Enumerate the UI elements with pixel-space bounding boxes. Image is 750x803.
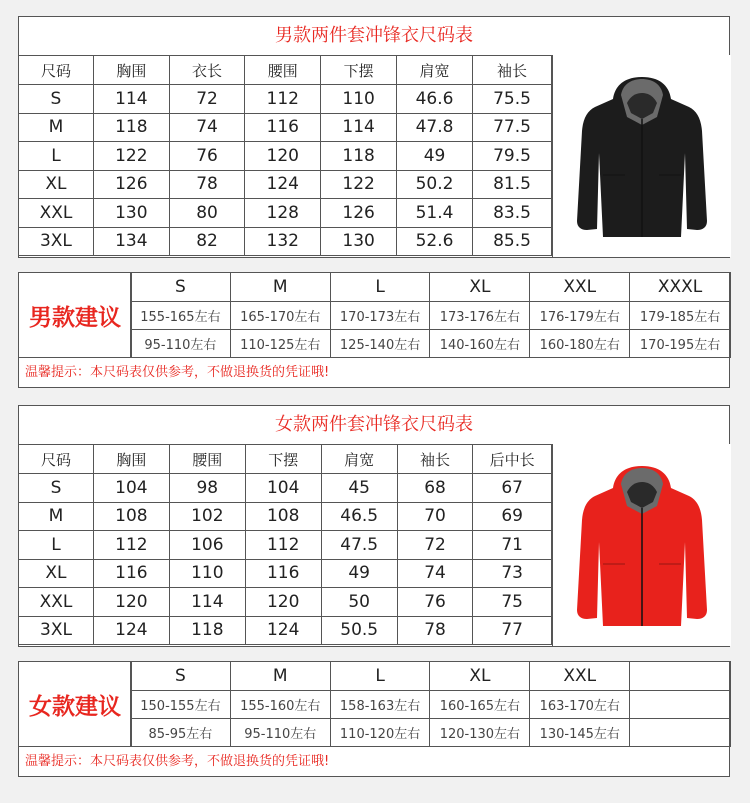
table-cell: 75: [473, 588, 552, 617]
table-cell: 77.5: [473, 113, 552, 142]
table-cell: 104: [245, 474, 321, 503]
advice-size-cell: L: [330, 273, 430, 302]
table-cell: XXL: [19, 588, 94, 617]
table-row: [19, 199, 552, 228]
table-cell: 102: [169, 502, 245, 531]
advice-range-cell: 150-155左右: [131, 691, 231, 719]
men-size-chart: [18, 16, 730, 258]
table-cell: XXL: [19, 199, 94, 228]
table-cell: 130: [93, 199, 169, 228]
table-cell: XL: [19, 559, 94, 588]
header-cell: 腰围: [169, 445, 245, 474]
table-cell: L: [19, 531, 94, 560]
table-cell: 118: [169, 616, 245, 645]
table-cell: 112: [245, 85, 321, 114]
advice-range-cell: 160-165左右: [430, 691, 530, 719]
advice-range-row: [131, 330, 731, 358]
table-cell: 112: [93, 531, 169, 560]
table-row: [19, 502, 552, 531]
table-header-row: [19, 445, 552, 474]
women-advice-tip: 温馨提示：本尺码表仅供参考，不做退换货的凭证哦!: [19, 746, 729, 776]
table-cell: 50.5: [321, 616, 397, 645]
table-cell: 106: [169, 531, 245, 560]
table-cell: 126: [321, 199, 397, 228]
men-chart-title: 男款两件套冲锋衣尺码表: [19, 17, 729, 56]
women-advice-label: 女款建议: [19, 662, 132, 746]
header-cell: 腰围: [245, 56, 321, 85]
women-size-chart: [18, 405, 730, 647]
advice-range-cell: 120-130左右: [430, 719, 530, 747]
women-advice-table: [130, 661, 731, 747]
table-row: [19, 531, 552, 560]
advice-range-row: [131, 691, 731, 719]
table-cell: 69: [473, 502, 552, 531]
women-chart-title: 女款两件套冲锋衣尺码表: [19, 406, 729, 445]
table-row: [19, 227, 552, 256]
table-cell: 110: [321, 85, 397, 114]
table-cell: 46.6: [397, 85, 473, 114]
table-cell: 47.5: [321, 531, 397, 560]
table-cell: 85.5: [473, 227, 552, 256]
table-row: [19, 474, 552, 503]
advice-size-row: [131, 273, 731, 302]
table-row: [19, 170, 552, 199]
table-cell: 104: [93, 474, 169, 503]
header-cell: 胸围: [93, 56, 169, 85]
advice-size-cell: S: [131, 273, 231, 302]
table-row: [19, 616, 552, 645]
table-cell: 50: [321, 588, 397, 617]
table-cell: 82: [169, 227, 245, 256]
table-cell: 49: [321, 559, 397, 588]
advice-range-cell: 110-120左右: [330, 719, 430, 747]
advice-size-cell: [630, 662, 731, 691]
table-cell: M: [19, 502, 94, 531]
table-cell: 122: [321, 170, 397, 199]
table-cell: 118: [321, 142, 397, 171]
header-cell: 后中长: [473, 445, 552, 474]
table-cell: 77: [473, 616, 552, 645]
advice-range-cell: [630, 719, 731, 747]
table-cell: 76: [397, 588, 473, 617]
men-size-table: [18, 55, 552, 256]
header-cell: 袖长: [397, 445, 473, 474]
table-cell: 70: [397, 502, 473, 531]
table-cell: S: [19, 474, 94, 503]
table-cell: 114: [93, 85, 169, 114]
table-cell: 124: [245, 616, 321, 645]
table-cell: 71: [473, 531, 552, 560]
table-row: [19, 85, 552, 114]
advice-range-cell: 163-170左右: [530, 691, 630, 719]
advice-range-cell: 170-173左右: [330, 302, 430, 330]
table-cell: 75.5: [473, 85, 552, 114]
advice-range-cell: 95-110左右: [131, 330, 231, 358]
advice-range-row: [131, 302, 731, 330]
women-advice-panel: [18, 661, 730, 777]
men-advice-label: 男款建议: [19, 273, 132, 357]
table-cell: 108: [93, 502, 169, 531]
table-cell: 73: [473, 559, 552, 588]
advice-range-cell: 165-170左右: [230, 302, 330, 330]
table-cell: 46.5: [321, 502, 397, 531]
table-cell: 68: [397, 474, 473, 503]
table-cell: 78: [397, 616, 473, 645]
table-cell: 120: [245, 588, 321, 617]
table-cell: 120: [245, 142, 321, 171]
header-cell: 尺码: [19, 445, 94, 474]
table-cell: 114: [169, 588, 245, 617]
table-cell: 134: [93, 227, 169, 256]
advice-range-cell: [630, 691, 731, 719]
table-cell: 116: [245, 113, 321, 142]
table-cell: 83.5: [473, 199, 552, 228]
header-cell: 下摆: [245, 445, 321, 474]
table-cell: 126: [93, 170, 169, 199]
advice-size-row: [131, 662, 731, 691]
table-cell: 3XL: [19, 227, 94, 256]
advice-size-cell: S: [131, 662, 231, 691]
table-cell: 76: [169, 142, 245, 171]
header-cell: 袖长: [473, 56, 552, 85]
advice-range-cell: 179-185左右: [630, 302, 731, 330]
advice-range-cell: 95-110左右: [230, 719, 330, 747]
table-cell: 118: [93, 113, 169, 142]
advice-size-cell: XXL: [530, 273, 630, 302]
advice-range-cell: 130-145左右: [530, 719, 630, 747]
table-cell: 45: [321, 474, 397, 503]
header-cell: 下摆: [321, 56, 397, 85]
table-cell: 124: [245, 170, 321, 199]
men-advice-tip: 温馨提示：本尺码表仅供参考，不做退换货的凭证哦!: [19, 357, 729, 387]
table-cell: 78: [169, 170, 245, 199]
women-jacket-image: [553, 444, 731, 646]
table-cell: M: [19, 113, 94, 142]
advice-range-cell: 160-180左右: [530, 330, 630, 358]
advice-size-cell: L: [330, 662, 430, 691]
table-cell: 80: [169, 199, 245, 228]
table-header-row: [19, 56, 552, 85]
table-cell: 122: [93, 142, 169, 171]
advice-size-cell: M: [230, 662, 330, 691]
table-cell: 132: [245, 227, 321, 256]
men-advice-panel: [18, 272, 730, 388]
advice-range-row: [131, 719, 731, 747]
table-cell: 98: [169, 474, 245, 503]
men-advice-table: [130, 272, 731, 358]
advice-range-cell: 176-179左右: [530, 302, 630, 330]
advice-range-cell: 110-125左右: [230, 330, 330, 358]
table-cell: 74: [397, 559, 473, 588]
men-jacket-photo: [552, 55, 731, 257]
table-row: [19, 113, 552, 142]
header-cell: 肩宽: [397, 56, 473, 85]
table-cell: 130: [321, 227, 397, 256]
table-cell: S: [19, 85, 94, 114]
advice-size-cell: M: [230, 273, 330, 302]
advice-range-cell: 125-140左右: [330, 330, 430, 358]
table-cell: 51.4: [397, 199, 473, 228]
table-cell: 110: [169, 559, 245, 588]
table-cell: 74: [169, 113, 245, 142]
table-cell: 50.2: [397, 170, 473, 199]
table-cell: 116: [245, 559, 321, 588]
advice-range-cell: 158-163左右: [330, 691, 430, 719]
advice-size-cell: XL: [430, 273, 530, 302]
table-cell: 114: [321, 113, 397, 142]
table-cell: 108: [245, 502, 321, 531]
table-cell: 120: [93, 588, 169, 617]
table-cell: 47.8: [397, 113, 473, 142]
table-cell: 52.6: [397, 227, 473, 256]
table-cell: 67: [473, 474, 552, 503]
header-cell: 衣长: [169, 56, 245, 85]
women-jacket-photo: [552, 444, 731, 646]
table-row: [19, 559, 552, 588]
table-cell: 124: [93, 616, 169, 645]
table-cell: 128: [245, 199, 321, 228]
table-row: [19, 588, 552, 617]
table-cell: 116: [93, 559, 169, 588]
table-cell: 72: [169, 85, 245, 114]
table-cell: 3XL: [19, 616, 94, 645]
advice-range-cell: 155-165左右: [131, 302, 231, 330]
advice-size-cell: XL: [430, 662, 530, 691]
advice-range-cell: 140-160左右: [430, 330, 530, 358]
table-cell: 112: [245, 531, 321, 560]
advice-range-cell: 155-160左右: [230, 691, 330, 719]
header-cell: 尺码: [19, 56, 94, 85]
advice-range-cell: 170-195左右: [630, 330, 731, 358]
table-cell: L: [19, 142, 94, 171]
men-jacket-image: [553, 55, 731, 257]
table-cell: 72: [397, 531, 473, 560]
advice-size-cell: XXL: [530, 662, 630, 691]
advice-size-cell: XXXL: [630, 273, 731, 302]
advice-range-cell: 173-176左右: [430, 302, 530, 330]
women-size-table: [18, 444, 552, 645]
table-cell: XL: [19, 170, 94, 199]
header-cell: 肩宽: [321, 445, 397, 474]
advice-range-cell: 85-95左右: [131, 719, 231, 747]
table-cell: 49: [397, 142, 473, 171]
table-row: [19, 142, 552, 171]
table-cell: 81.5: [473, 170, 552, 199]
table-cell: 79.5: [473, 142, 552, 171]
header-cell: 胸围: [93, 445, 169, 474]
